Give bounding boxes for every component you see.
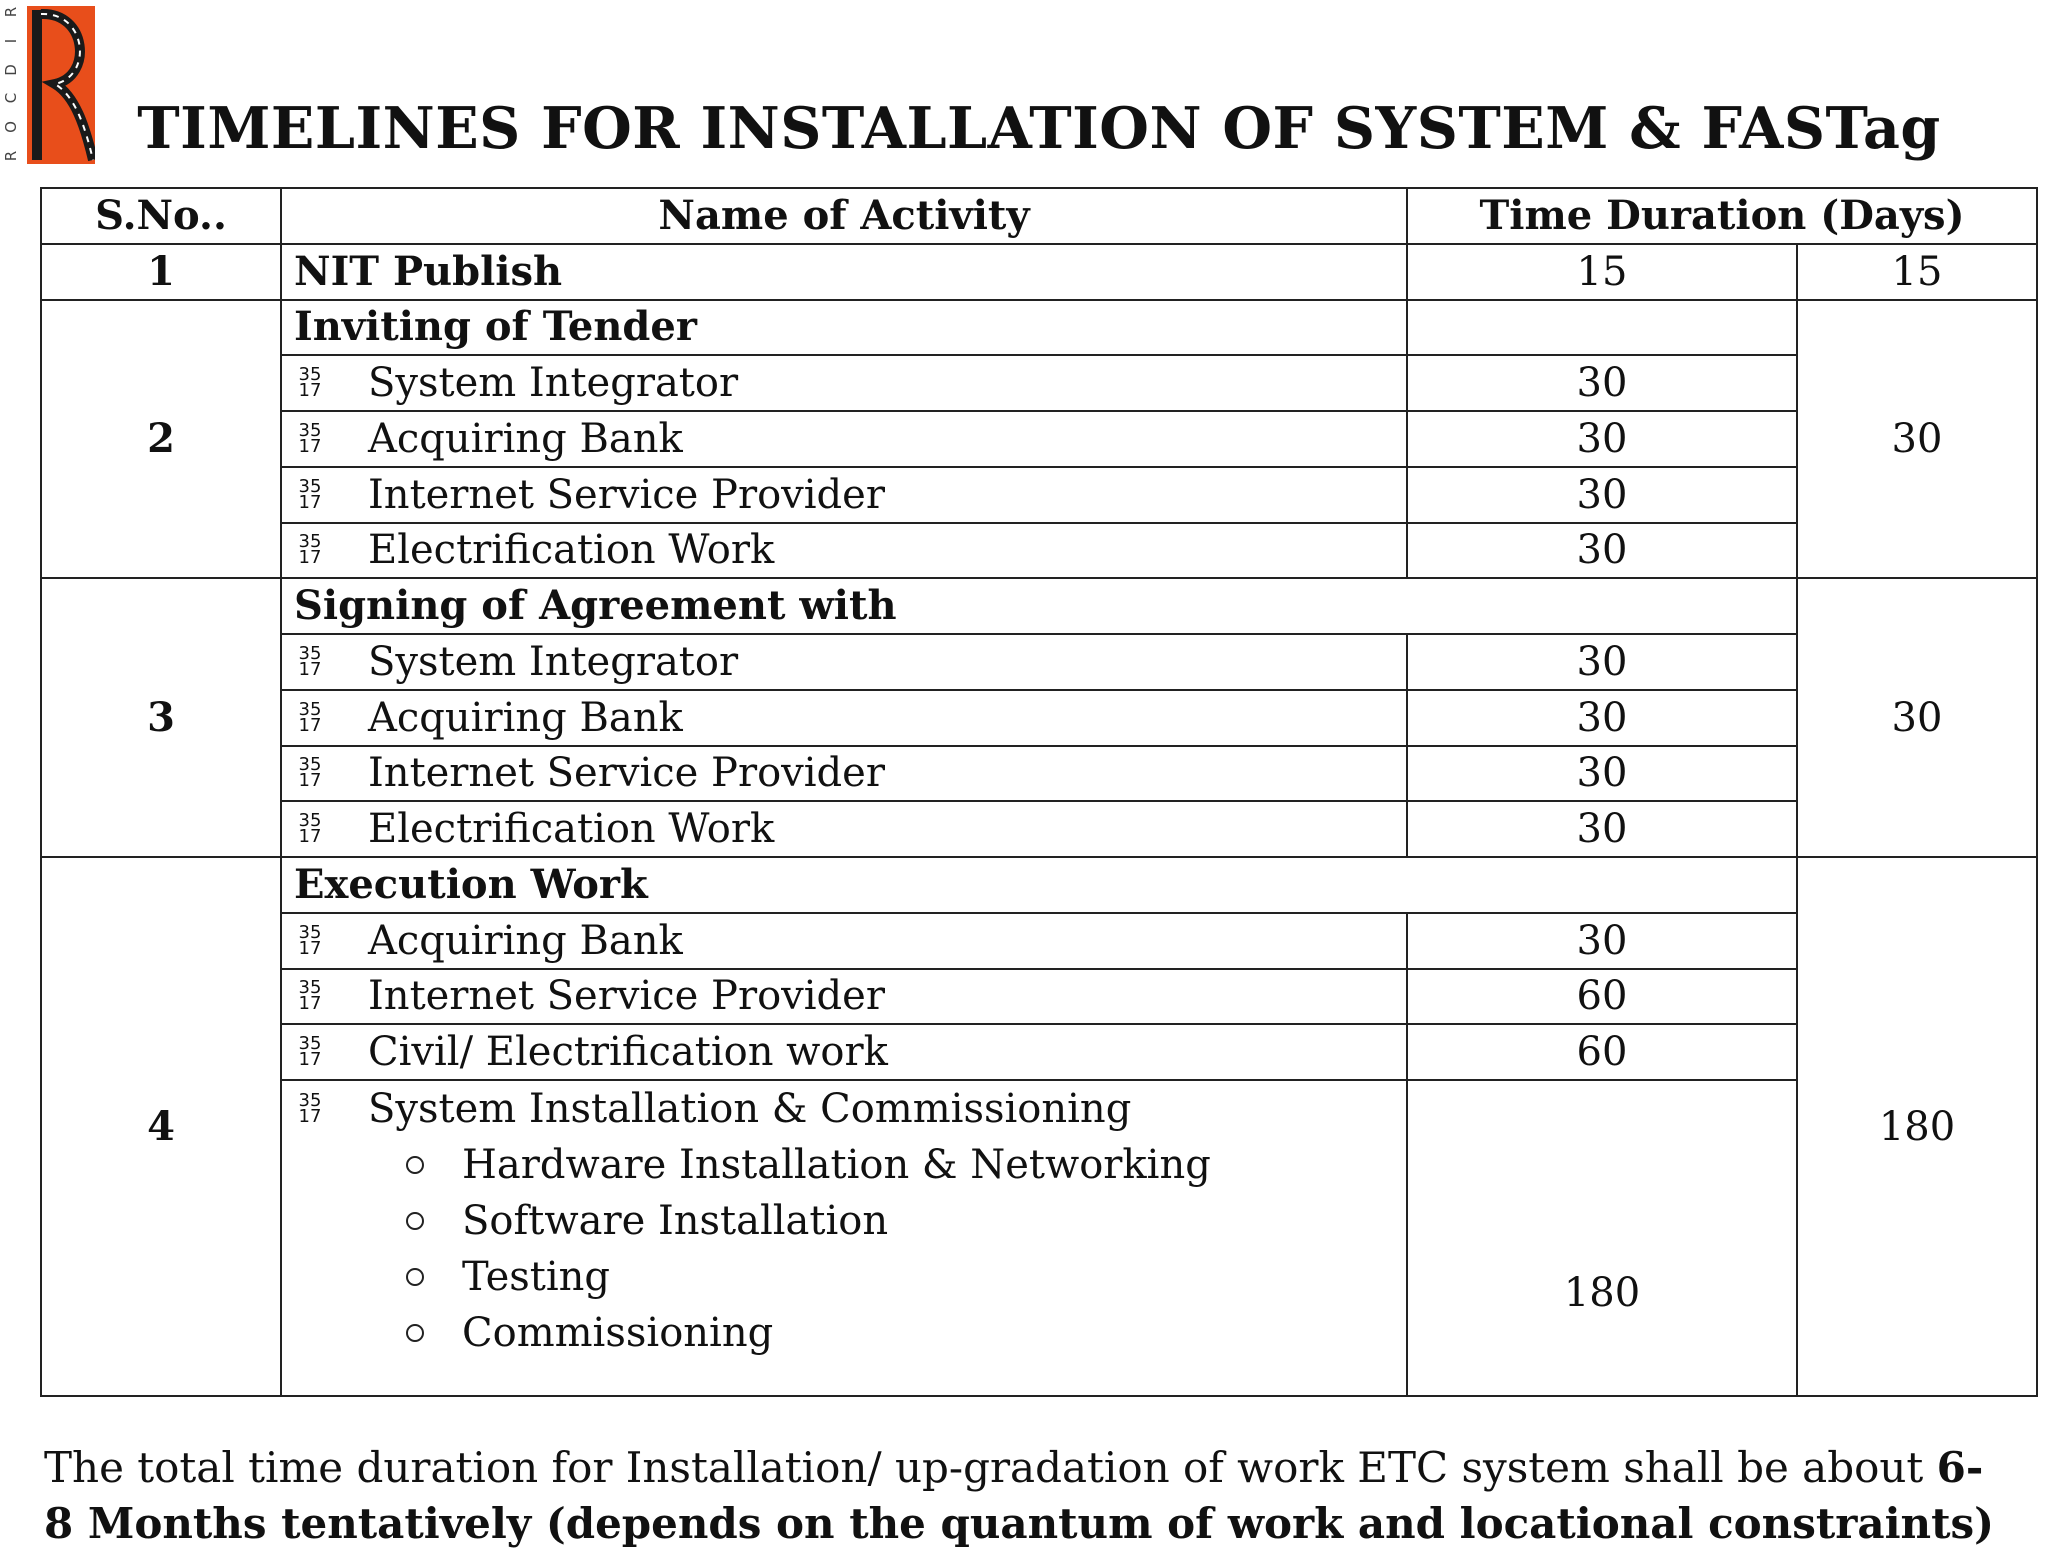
activity-cell: 35 17 Acquiring Bank	[281, 411, 1407, 467]
activity-heading: Inviting of Tender	[281, 300, 1407, 356]
circle-bullet-icon	[406, 1268, 424, 1286]
sno-cell: 1	[41, 244, 281, 300]
activity-cell: 35 17 Internet Service Provider	[281, 746, 1407, 802]
duration-cell: 15	[1407, 244, 1797, 300]
table-row	[41, 969, 2037, 1025]
logo-letter: R	[2, 6, 20, 18]
logo-letter: R	[2, 150, 20, 162]
total-cell: 180	[1797, 857, 2037, 1396]
table-row	[41, 857, 2037, 913]
duration-cell: 30	[1407, 634, 1797, 690]
subitem-list	[294, 1137, 1394, 1361]
table-row	[41, 913, 2037, 969]
activity-heading: Signing of Agreement with	[281, 578, 1797, 634]
duration-cell: 30	[1407, 913, 1797, 969]
table-row	[41, 411, 2037, 467]
duration-cell: 30	[1407, 523, 1797, 579]
duration-cell: 60	[1407, 1024, 1797, 1080]
bullet-icon: 35 17	[298, 977, 322, 1015]
table-row	[41, 746, 2037, 802]
total-cell: 30	[1797, 300, 2037, 579]
table-row	[41, 634, 2037, 690]
bullet-icon: 35 17	[298, 1090, 322, 1127]
list-item: Hardware Installation & Networking	[294, 1137, 1394, 1193]
circle-bullet-icon	[406, 1324, 424, 1342]
activity-heading: Execution Work	[281, 857, 1797, 913]
sno-cell: 3	[41, 578, 281, 857]
table-row	[41, 578, 2037, 634]
footer-note	[44, 1440, 2004, 1552]
logo-letter: I	[2, 38, 20, 44]
activity-cell: 35 17 Acquiring Bank	[281, 690, 1407, 746]
list-item: Commissioning	[294, 1305, 1394, 1361]
logo-letter: O	[2, 121, 20, 134]
duration-cell-empty	[1407, 300, 1797, 356]
bullet-icon: 35 17	[298, 531, 322, 569]
table-row	[41, 467, 2037, 523]
activity-cell: 35 17 Civil/ Electrification work	[281, 1024, 1407, 1080]
table-row	[41, 801, 2037, 857]
bullet-icon: 35 17	[298, 642, 322, 680]
table-row	[41, 690, 2037, 746]
table-row	[41, 1024, 2037, 1080]
list-item: Testing	[294, 1249, 1394, 1305]
circle-bullet-icon	[406, 1156, 424, 1174]
header-duration: Time Duration (Days)	[1407, 188, 2037, 244]
bullet-icon: 35 17	[298, 754, 322, 792]
page-title: TIMELINES FOR INSTALLATION OF SYSTEM & FASTag	[137, 95, 1941, 162]
activity-cell: 35 17 System Installation & Commissioning Hardware Installation & Networking Software Installation Testing Commissioning	[281, 1080, 1407, 1396]
timeline-table	[40, 187, 2038, 1397]
duration-cell: 180	[1407, 1080, 1797, 1396]
duration-cell: 30	[1407, 746, 1797, 802]
activity-cell: 35 17 Acquiring Bank	[281, 913, 1407, 969]
table-row	[41, 1080, 2037, 1396]
table-row	[41, 300, 2037, 356]
logo-letter: D	[2, 63, 20, 76]
duration-cell: 30	[1407, 467, 1797, 523]
sno-cell: 2	[41, 300, 281, 579]
activity-cell: 35 17 Electrification Work	[281, 801, 1407, 857]
activity-cell: NIT Publish	[281, 244, 1407, 300]
header-activity: Name of Activity	[281, 188, 1407, 244]
duration-cell: 30	[1407, 355, 1797, 411]
activity-cell: 35 17 Internet Service Provider	[281, 969, 1407, 1025]
footer-bold: 6-8 Months tentatively (depends on the quantum of work and locational constraints)	[44, 1443, 1994, 1548]
activity-cell: 35 17 System Integrator	[281, 634, 1407, 690]
total-cell: 15	[1797, 244, 2037, 300]
table-row	[41, 244, 2037, 300]
sno-cell: 4	[41, 857, 281, 1396]
table-header-row	[41, 188, 2037, 244]
activity-cell: 35 17 Internet Service Provider	[281, 467, 1407, 523]
circle-bullet-icon	[406, 1212, 424, 1230]
logo-letter: C	[1, 93, 20, 104]
activity-cell: 35 17 Electrification Work	[281, 523, 1407, 579]
bullet-icon: 35 17	[298, 810, 322, 848]
bullet-icon: 35 17	[298, 921, 322, 959]
bullet-icon: 35 17	[298, 698, 322, 736]
bullet-icon: 35 17	[298, 1033, 322, 1071]
activity-cell: 35 17 System Integrator	[281, 355, 1407, 411]
duration-cell: 60	[1407, 969, 1797, 1025]
duration-cell: 30	[1407, 411, 1797, 467]
footer-text: The total time duration for Installation/ up-gradation of work ETC system shall be about	[44, 1443, 1937, 1492]
duration-cell: 30	[1407, 801, 1797, 857]
bullet-icon: 35 17	[298, 364, 322, 402]
header-sno: S.No..	[41, 188, 281, 244]
duration-cell: 30	[1407, 690, 1797, 746]
bullet-icon: 35 17	[298, 475, 322, 513]
bullet-icon: 35 17	[298, 419, 322, 457]
list-item: Software Installation	[294, 1193, 1394, 1249]
table-row	[41, 355, 2037, 411]
table-row	[41, 523, 2037, 579]
total-cell: 30	[1797, 578, 2037, 857]
